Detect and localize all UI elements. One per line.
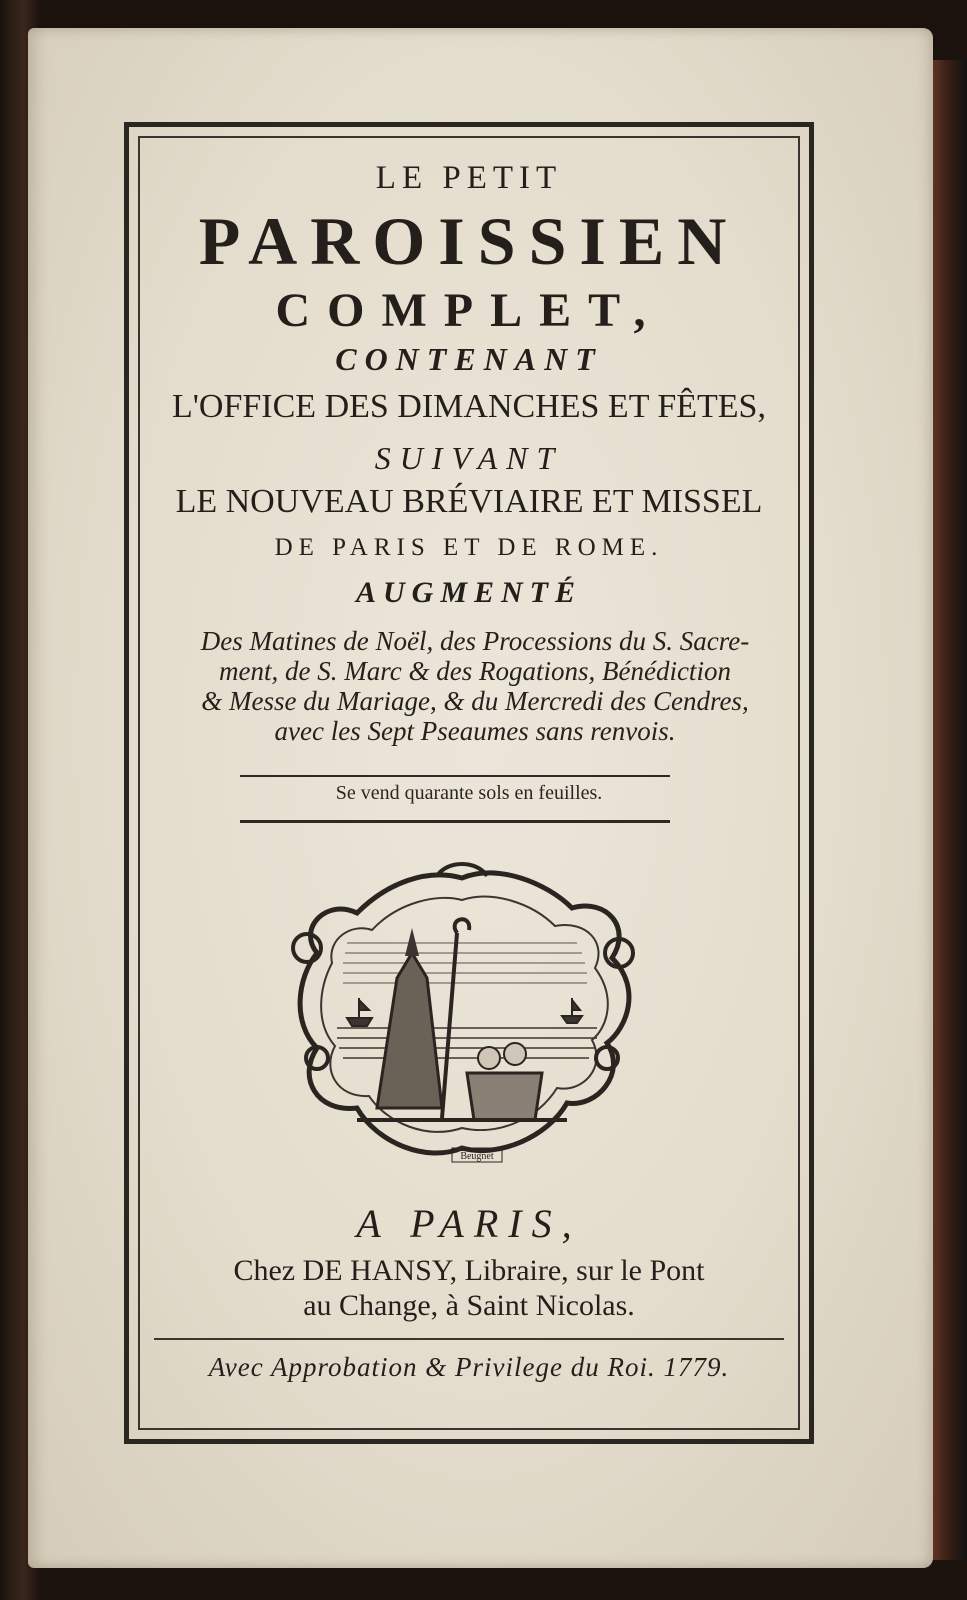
- imprint-place: A PARIS,: [356, 1201, 582, 1246]
- publisher-line: Chez DE HANSY, Libraire, sur le Pont: [233, 1254, 705, 1287]
- description-line: ment, de S. Marc & des Rogations, Bénédiction: [219, 656, 731, 686]
- title-line-office: L'OFFICE DES DIMANCHES ET FÊTES,: [172, 388, 766, 425]
- page-border: [124, 122, 814, 1444]
- publisher-line: au Change, à Saint Nicolas.: [303, 1289, 635, 1322]
- sky-hatching: [343, 943, 587, 983]
- description-line: & Messe du Mariage, & du Mercredi des Cendres,: [201, 686, 749, 716]
- cartouche-frame: [300, 873, 629, 1153]
- price-rule-bottom: [240, 820, 670, 823]
- engraved-vignette: [277, 858, 647, 1188]
- title-line-paroissien: PAROISSIEN: [198, 203, 740, 279]
- approbation-line: Avec Approbation & Privilege du Roi. 1779.: [208, 1352, 730, 1382]
- title-line-le-petit: LE PETIT: [375, 160, 563, 196]
- bishop-figure: [377, 953, 442, 1108]
- crozier: [442, 933, 457, 1118]
- price-note: Se vend quarante sols en feuilles.: [335, 782, 603, 804]
- engraver-signature: Beugnet: [460, 1151, 494, 1162]
- title-line-breviaire: LE NOUVEAU BRÉVIAIRE ET MISSEL: [175, 483, 763, 520]
- cartouche-frame-inner: [321, 897, 608, 1132]
- imprint-rule: [154, 1338, 784, 1340]
- ship-right: [562, 998, 582, 1023]
- crozier-crook: [455, 919, 470, 933]
- ship-left: [347, 998, 372, 1026]
- page-border-inner: [138, 136, 800, 1430]
- scroll-ornament: [293, 934, 321, 962]
- title-line-suivant: SUIVANT: [374, 440, 564, 476]
- title-line-paris-rome: DE PARIS ET DE ROME.: [274, 534, 664, 561]
- title-line-contenant: CONTENANT: [335, 341, 603, 377]
- description-line: avec les Sept Pseaumes sans renvois.: [274, 716, 676, 746]
- title-line-augmente: AUGMENTÉ: [355, 576, 583, 609]
- child-head: [504, 1043, 526, 1065]
- contents-description: [162, 626, 788, 746]
- description-line: Des Matines de Noël, des Processions du S. Sacre-: [200, 626, 750, 656]
- sea-lines: [337, 1028, 597, 1058]
- title-page: [28, 28, 933, 1568]
- tub: [467, 1073, 542, 1120]
- title-line-complet: COMPLET,: [275, 284, 663, 337]
- mitre: [405, 928, 419, 956]
- imprint-publisher: [140, 1253, 798, 1323]
- price-rule-top: [240, 775, 670, 777]
- child-head: [478, 1047, 500, 1069]
